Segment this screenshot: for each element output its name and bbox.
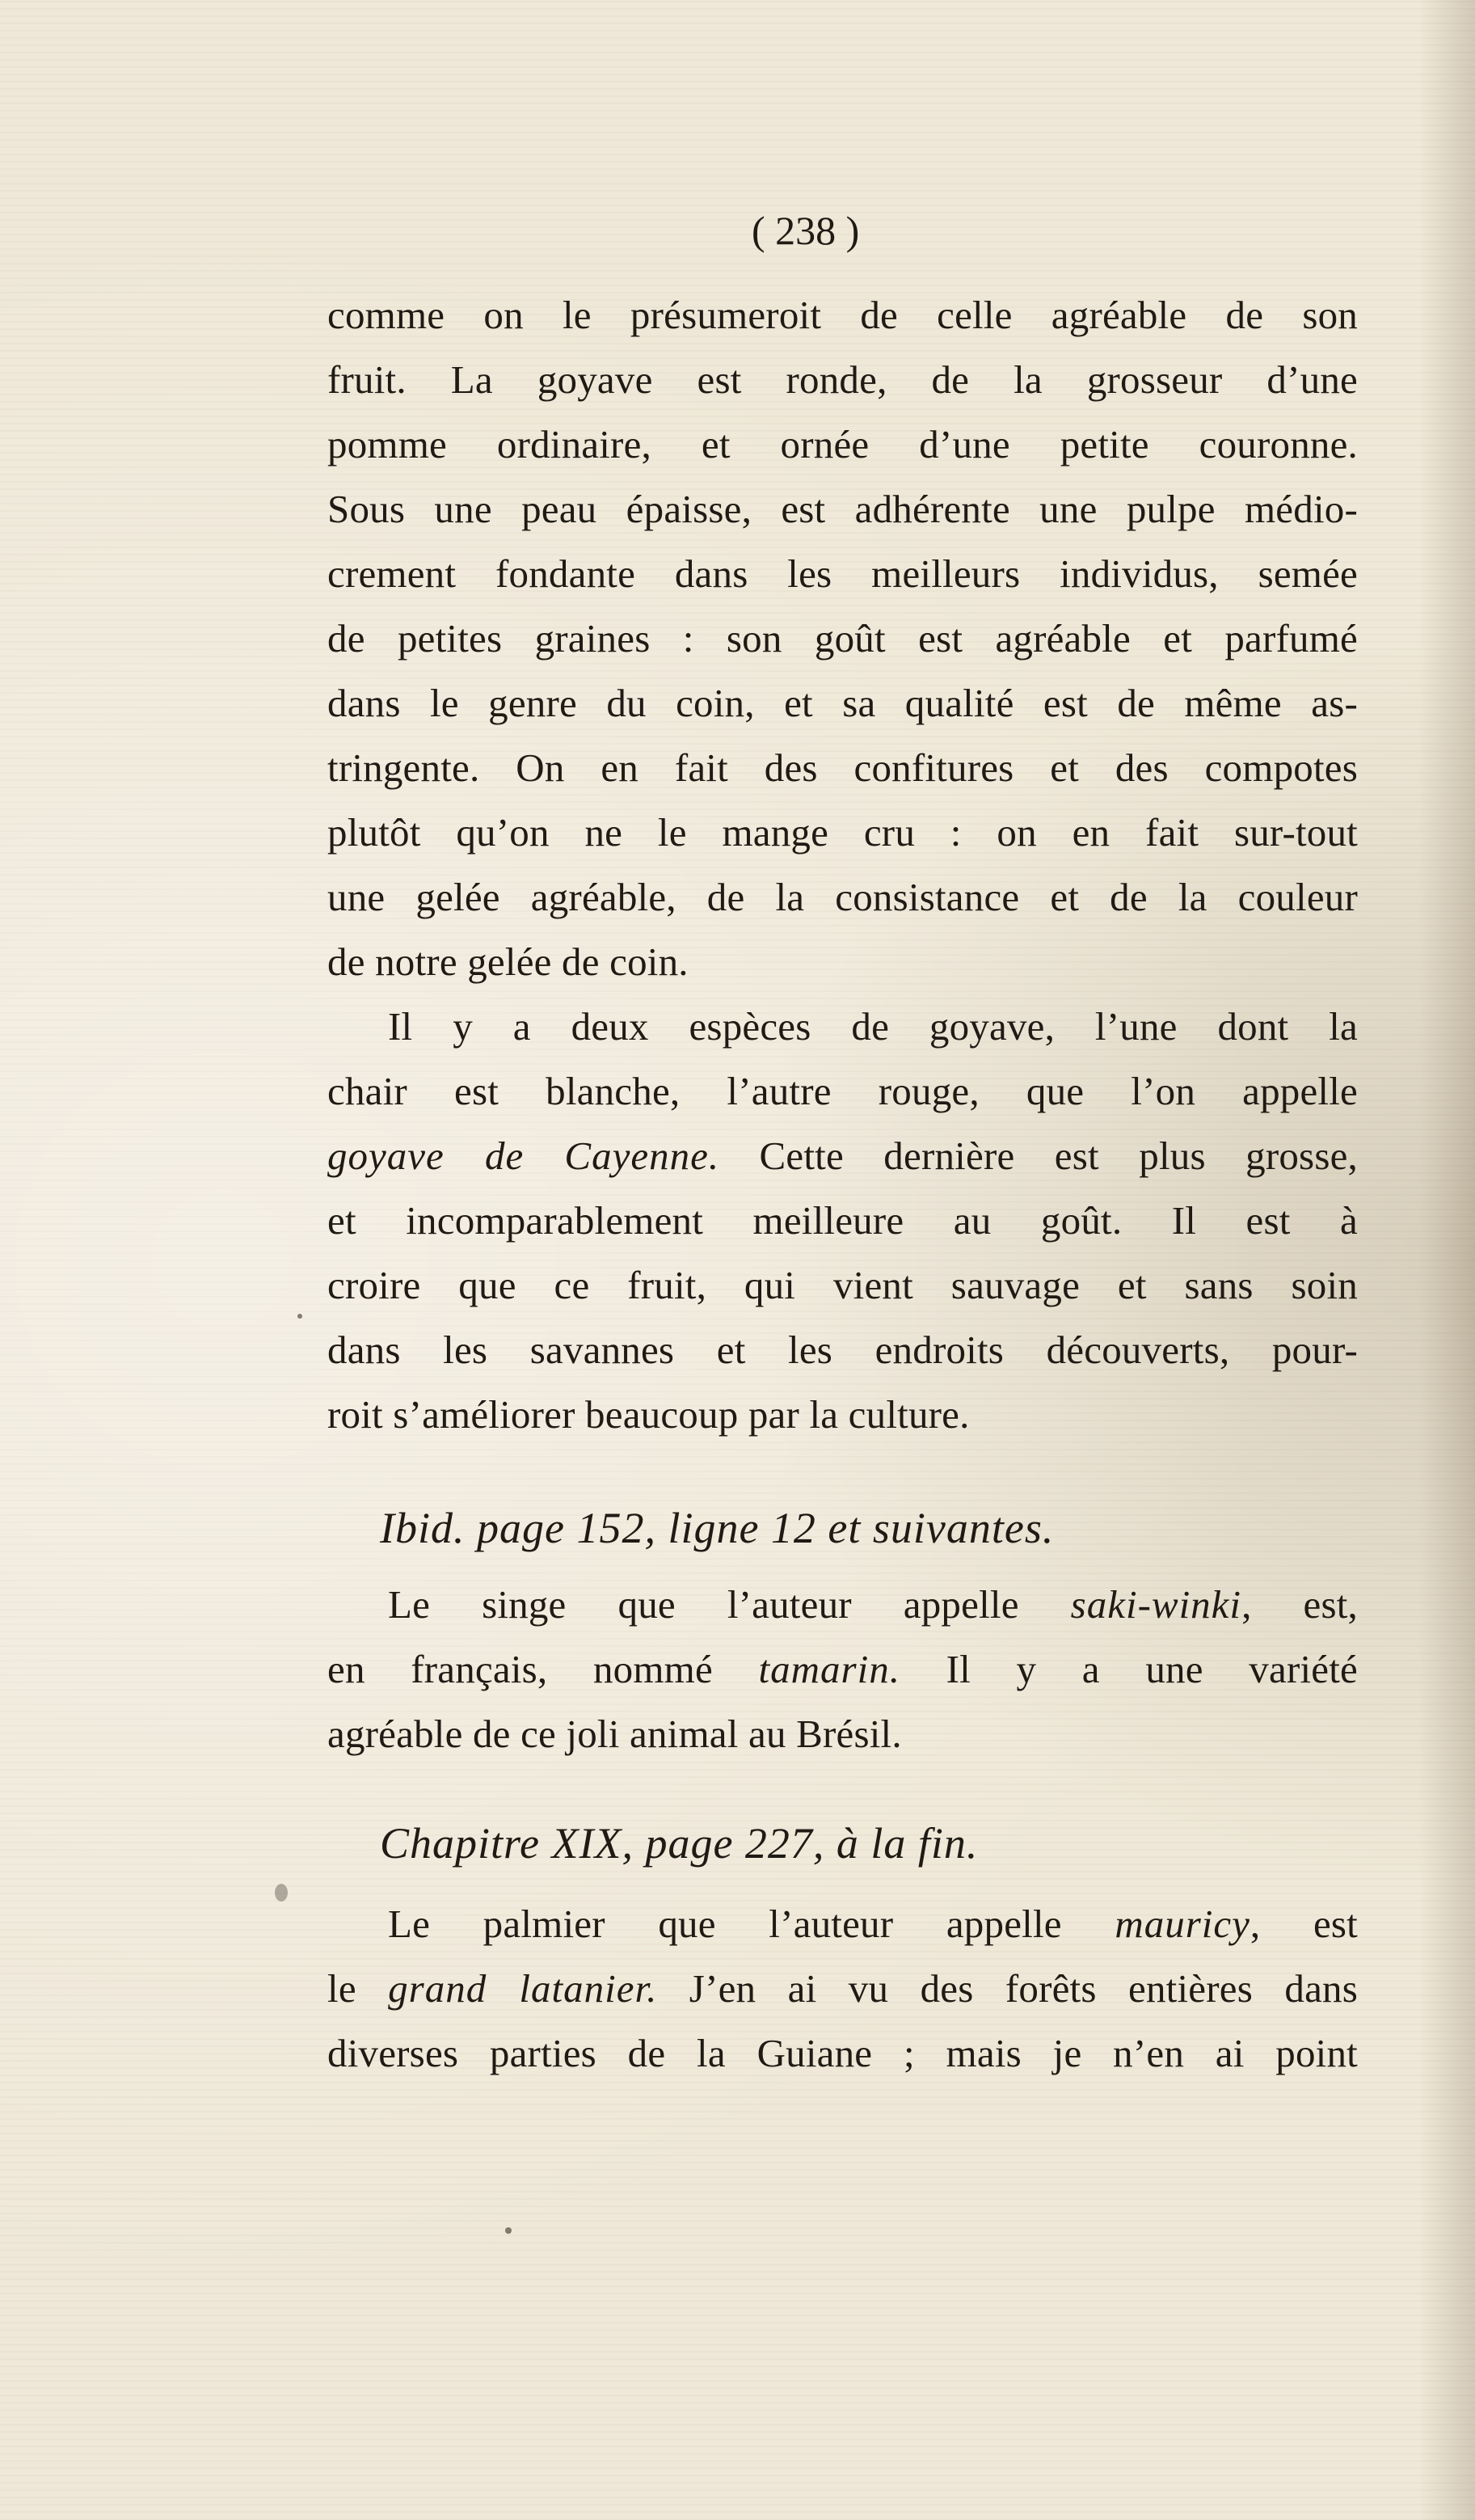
text-line: une gelée agréable, de la consistance et de la couleur — [327, 875, 1358, 919]
paragraph-4 — [327, 1892, 1358, 2086]
italic-term: mauricy — [1115, 1902, 1250, 1946]
italic-term: tamarin. — [758, 1647, 900, 1691]
text-line: en français, nommé tamarin. Il y a une variété — [327, 1647, 1358, 1691]
paragraph-1 — [327, 283, 1358, 994]
page-number: ( 238 ) — [752, 208, 860, 253]
text-line: le grand latanier. J’en ai vu des forêts entières dans — [327, 1966, 1359, 2011]
text-line: Le singe que l’auteur appelle saki-winki, est, — [388, 1582, 1358, 1627]
text-line: chair est blanche, l’autre rouge, que l’on appelle — [327, 1069, 1358, 1113]
text-line: plutôt qu’on ne le mange cru : on en fait sur-tout — [327, 810, 1358, 855]
text-line: Le palmier que l’auteur appelle mauricy, est — [388, 1902, 1358, 1946]
section-heading: Ibid. page 152, ligne 12 et suivantes. — [380, 1504, 1055, 1552]
text-line: dans les savannes et les endroits découverts, pour- — [327, 1328, 1358, 1372]
text-line: crement fondante dans les meilleurs individus, semée — [327, 551, 1358, 596]
text-line: goyave de Cayenne. Cette dernière est plus grosse, — [327, 1133, 1358, 1178]
text-line: fruit. La goyave est ronde, de la grosseur d’une — [327, 357, 1358, 402]
text-line: Il y a deux espèces de goyave, l’une dont la — [388, 1004, 1358, 1049]
italic-term: goyave de Cayenne. — [327, 1133, 720, 1178]
paper-speck — [297, 1314, 302, 1319]
text-line: tringente. On en fait des confitures et des compotes — [327, 745, 1358, 790]
text-line: et incomparablement meilleure au goût. Il est à — [327, 1198, 1358, 1243]
text-line: agréable de ce joli animal au Brésil. — [327, 1712, 902, 1756]
text-line: de notre gelée de coin. — [327, 939, 689, 984]
text-line: diverses parties de la Guiane ; mais je n’en ai point — [327, 2031, 1358, 2075]
paragraph-3 — [327, 1572, 1358, 1767]
page-fold-shadow — [1418, 0, 1475, 2520]
italic-term: saki-winki — [1070, 1582, 1242, 1627]
paper-speck — [505, 2227, 512, 2234]
paragraph-2 — [327, 994, 1358, 1447]
section-heading: Chapitre XIX, page 227, à la fin. — [380, 1819, 979, 1868]
text-line: roit s’améliorer beaucoup par la culture. — [327, 1392, 970, 1437]
text-line: dans le genre du coin, et sa qualité est de même as- — [327, 681, 1358, 725]
text-line: pomme ordinaire, et ornée d’une petite couronne. — [327, 422, 1358, 466]
paper-speck — [275, 1884, 288, 1902]
text-line: croire que ce fruit, qui vient sauvage et sans soin — [327, 1263, 1358, 1307]
italic-term: grand latanier. — [388, 1966, 658, 2011]
text-line: de petites graines : son goût est agréable et parfumé — [327, 616, 1358, 661]
text-line: comme on le présumeroit de celle agréable de son — [327, 293, 1358, 337]
text-line: Sous une peau épaisse, est adhérente une pulpe médio- — [327, 487, 1358, 531]
